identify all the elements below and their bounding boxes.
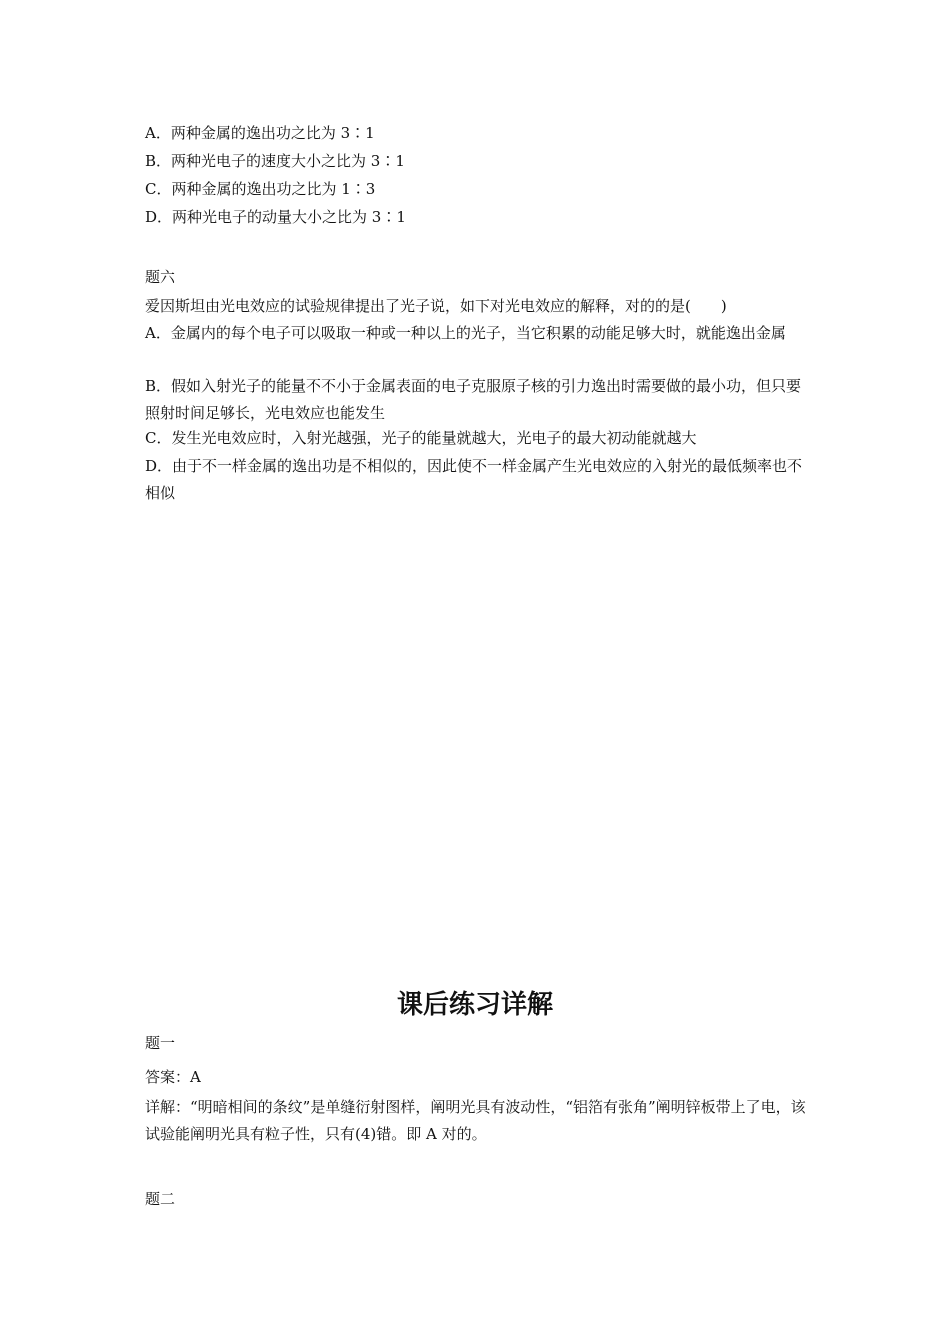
prev-option-c: C．两种金属的逸出功之比为 1∶3 bbox=[145, 180, 376, 198]
solution1-answer: 答案：A bbox=[145, 1068, 201, 1086]
prev-option-a: A．两种金属的逸出功之比为 3∶1 bbox=[145, 124, 375, 142]
question6-option-d: D．由于不一样金属的逸出功是不相似的，因此使不一样金属产生光电效应的入射光的最低频率也不相似 bbox=[145, 457, 803, 502]
question6-option-c: C．发生光电效应时，入射光越强，光子的能量就越大，光电子的最大初动能就越大 bbox=[145, 429, 697, 447]
question6-option-b: B．假如入射光子的能量不不小于金属表面的电子克服原子核的引力逸出时需要做的最小功，但只要照射时间足够长，光电效应也能发生 bbox=[145, 377, 802, 422]
question6-stem: 爱因斯坦由光电效应的试验规律提出了光子说，如下对光电效应的解释，对的的是( ) bbox=[145, 297, 727, 315]
solutions-title: 课后练习详解 bbox=[396, 990, 553, 1020]
solution1-explanation: 详解：“明暗相间的条纹”是单缝衍射图样，阐明光具有波动性，“铝箔有张角”阐明锌板带上了电，该试验能阐明光具有粒子性，只有(4)错。即 A 对的。 bbox=[145, 1098, 806, 1143]
solution2-label: 题二 bbox=[145, 1190, 176, 1208]
question6-label: 题六 bbox=[145, 268, 176, 286]
solution1-label: 题一 bbox=[145, 1034, 176, 1052]
prev-option-b: B．两种光电子的速度大小之比为 3∶1 bbox=[145, 152, 405, 170]
prev-option-d: D．两种光电子的动量大小之比为 3∶1 bbox=[145, 208, 406, 226]
question6-option-a: A．金属内的每个电子可以吸取一种或一种以上的光子，当它积累的动能足够大时，就能逸出金属 bbox=[145, 324, 786, 342]
